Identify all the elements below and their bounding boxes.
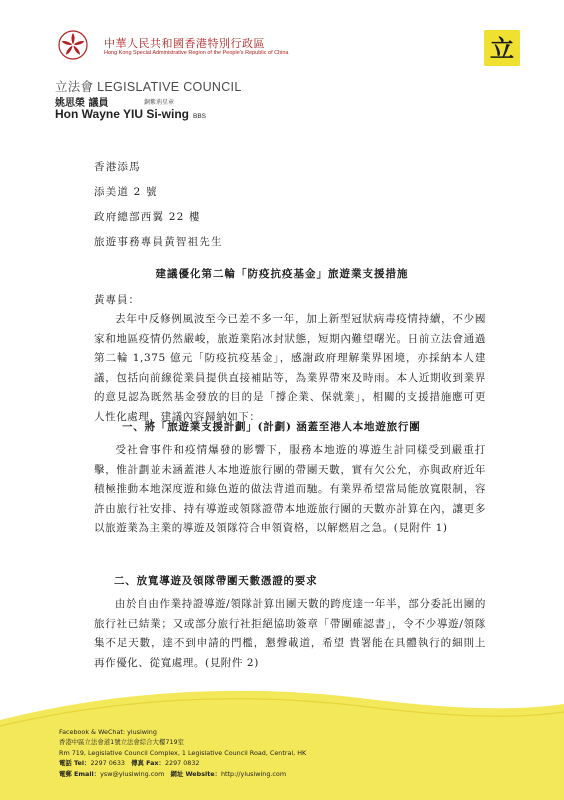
hksar-bauhinia-emblem-icon xyxy=(58,30,88,60)
section-heading: 一、將「旅遊業支援計劃」(計劃) 涵蓋至港人本地遊旅行團 xyxy=(122,421,421,433)
member-name-english-text: Hon Wayne YIU Si-wing xyxy=(55,107,190,121)
government-name-chinese: 中華人民共和國香港特別行政區 xyxy=(104,37,265,50)
body-paragraph-text: 去年中反修例風波至今已差不多一年，加上新型冠狀病毒疫情持續，不少國家和地區疫情仍然嚴峻，旅遊業陷冰封狀態，短期內難望曙光。日前立法會通過第二輪 1,375 億元「防疫抗疫基金」，感謝政府理解業界困境，亦採納本人建議，包括向前線從業員提供直接補貼等，為業界帶來及時雨。本人近期收到業界的意見認為既然基金發放的目的是「撐企業、保就業」，相關的支援措施應可更人性化處理，建議內容歸納如下： xyxy=(94,313,486,423)
tel-label: 電話 Tel： xyxy=(59,759,91,768)
member-honour-chinese: 銅紫荊星章 xyxy=(144,99,175,106)
footer-email-web xyxy=(59,769,306,779)
footer-contact xyxy=(59,727,306,779)
member-name-chinese: 姚思榮 議員 xyxy=(55,98,109,109)
address-recipient: 旅遊事務專員黃智祖先生 xyxy=(94,236,223,248)
fax-label: 傳真 Fax： xyxy=(131,759,165,768)
letter-subject: 建議優化第二輪「防疫抗疫基金」旅遊業支援措施 xyxy=(155,268,409,280)
legislative-council-logo-icon xyxy=(484,30,520,66)
fax-number: 2297 0832 xyxy=(164,759,200,768)
address-line: 添美道 2 號 xyxy=(94,186,158,198)
website-label: 網址 Website： xyxy=(170,769,221,778)
footer-address-english: Rm 719, Legislative Council Complex, 1 Legislative Council Road, Central, HK xyxy=(59,748,307,757)
address-line: 香港添馬 xyxy=(94,161,141,173)
member-honour-english: BBS xyxy=(193,113,207,120)
member-name-english xyxy=(55,107,206,121)
body-paragraph xyxy=(94,441,486,539)
footer-address-chinese: 香港中區立法會道1號立法會綜合大樓719室 xyxy=(59,738,184,747)
body-paragraph xyxy=(94,595,486,673)
body-paragraph xyxy=(94,310,486,427)
section-heading: 二、放寬導遊及領隊帶團天數憑證的要求 xyxy=(114,575,318,587)
council-title: 立法會 LEGISLATIVE COUNCIL xyxy=(55,80,242,94)
email-link[interactable]: ysw@yiusiwing.com xyxy=(100,769,165,778)
address-line: 政府總部西翼 22 樓 xyxy=(94,211,201,223)
salutation: 黃專員： xyxy=(94,294,140,306)
tel-number: 2297 0633 xyxy=(90,759,125,768)
email-label: 電郵 Email： xyxy=(59,769,101,778)
footer-social: Facebook & WeChat: yiusiwing xyxy=(59,728,157,736)
government-name-english: Hong Kong Special Administrative Region of the People's Republic of China xyxy=(104,50,289,56)
website-link[interactable]: http://yiusiwing.com xyxy=(220,769,287,778)
body-paragraph-text: 受社會事件和疫情爆發的影響下，服務本地遊的導遊生計同樣受到嚴重打擊，惟計劃並未涵蓋港人本地遊旅行團的帶團天數，實有欠公允，亦與政府近年積極推動本地深度遊和綠色遊的做法背道而馳。有業界希望當局能放寬限制，容許由旅行社安排、持有導遊或領隊證帶本地遊旅行團的天數亦計算在內，讓更多以旅遊業為主業的導遊及領隊符合申領資格，以解燃眉之急。(見附件 1) xyxy=(94,444,486,534)
svg-text:立: 立 xyxy=(490,34,514,63)
body-paragraph-text: 由於自由作業持證導遊/領隊計算出團天數的跨度達一年半，部分委託出團的旅行社已結業；又或部分旅行社拒絕協助簽章「帶團確認書」，令不少導遊/領隊集不足天數，達不到申請的門檻，懇聲載道，希望 貴署能在具體執行的細則上再作優化、從寬處理。(見附件 2) xyxy=(94,598,486,669)
footer-phone-fax xyxy=(59,758,306,768)
